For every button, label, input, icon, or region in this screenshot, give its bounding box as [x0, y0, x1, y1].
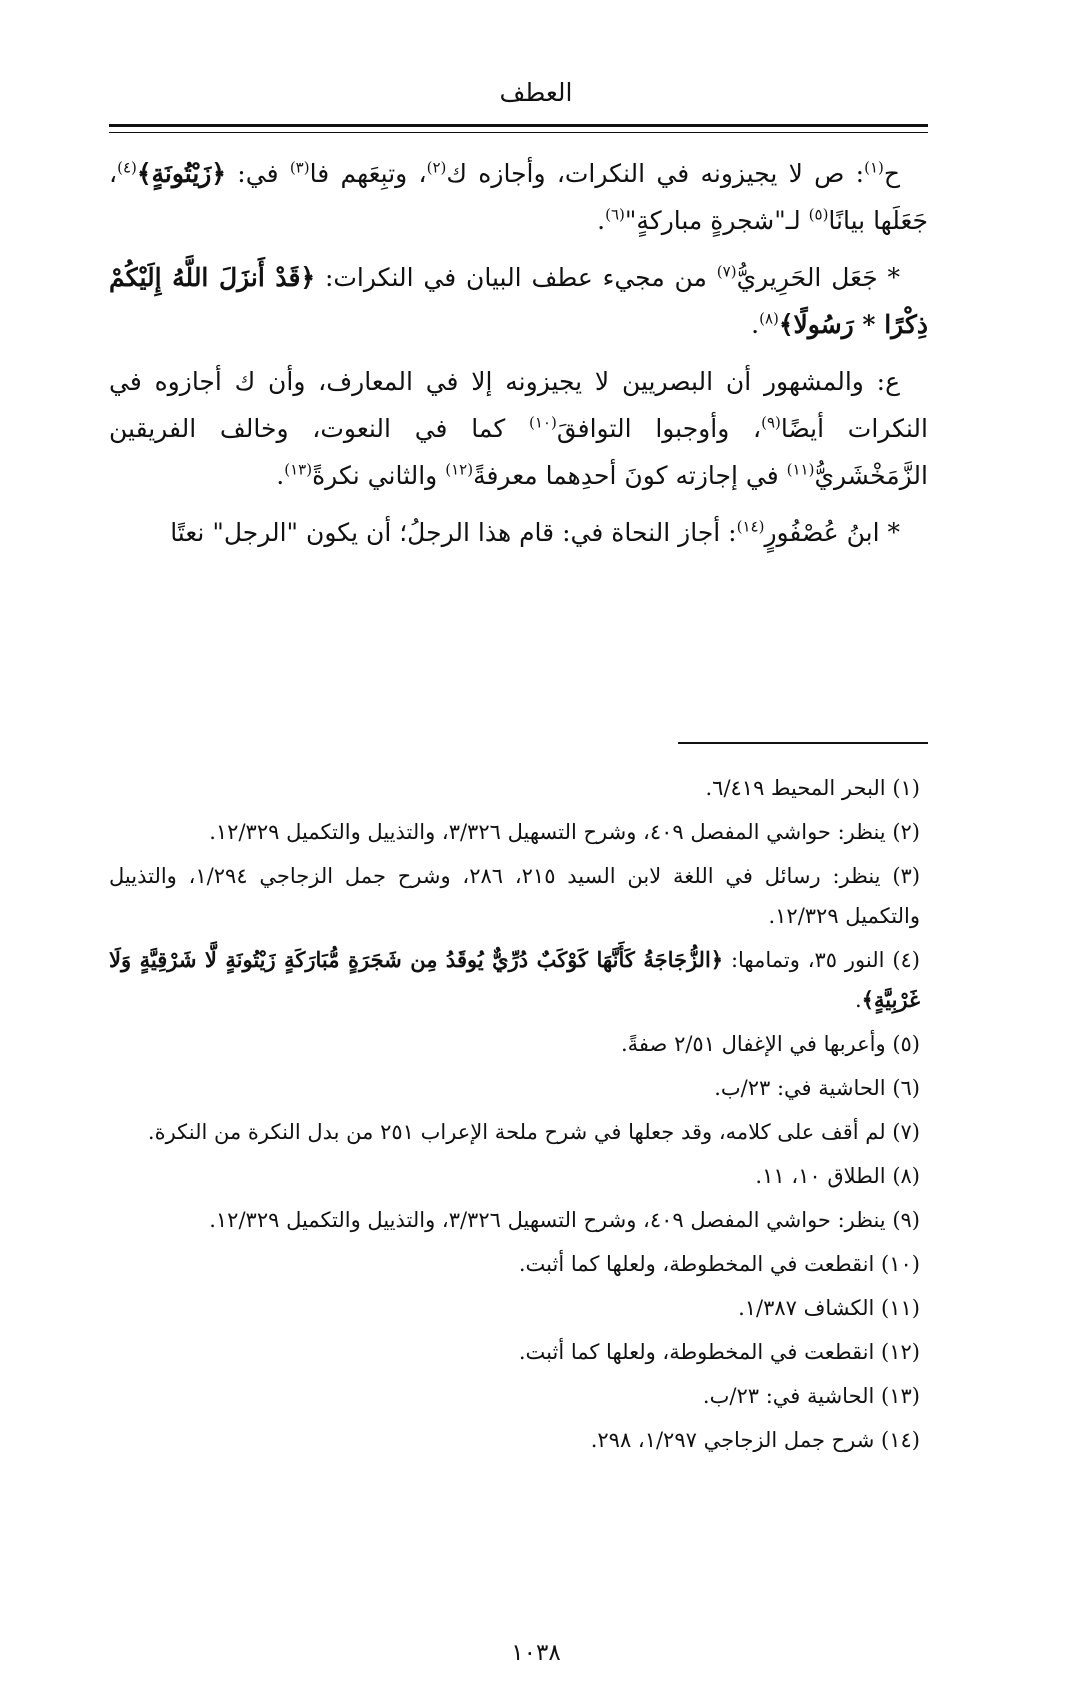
footnote-1: (١) البحر المحيط ٦/٤١٩. [705, 776, 920, 800]
footnote-6: (٦) الحاشية في: ٢٣/ب. [714, 1076, 920, 1100]
header-rule-thin [109, 132, 928, 133]
text-run: : أجاز النحاة في: قام هذا الرجلُ؛ أن يكون "الرجل" نعتًا [170, 518, 737, 547]
footnote-11: (١١) الكشاف ١/٣٨٧. [738, 1296, 920, 1320]
footnote-ref[interactable]: (١٠) [528, 413, 557, 432]
text-run: . [854, 988, 862, 1012]
footnote-ref[interactable]: (٤) [117, 158, 137, 177]
text-run: من مجيء عطف البيان في النكرات: [315, 263, 717, 292]
text-run: ، وأوجبوا التوافقَ [556, 414, 762, 443]
text-run: . [597, 206, 606, 235]
footnote-ref[interactable]: (١) [864, 158, 884, 177]
text-run: في إجازته كونَ أحدِهما معرفةً [473, 461, 787, 490]
footnote-2: (٢) ينظر: حواشي المفصل ٤٠٩، وشرح التسهيل ٣/٣٢٦، والتذييل والتكميل ١٢/٣٢٩. [209, 820, 920, 844]
footnote-ref[interactable]: (١١) [786, 460, 815, 479]
footnote-ref[interactable]: (١٢) [445, 460, 474, 479]
text-run: ح [883, 159, 901, 188]
footnote-3: (٣) ينظر: رسائل في اللغة لابن السيد ٢١٥، ٢٨٦، وشرح جمل الزجاجي ١/٢٩٤، والتذييل والتكميل ١٢/٣٢٩. [109, 864, 921, 928]
text-run: والثاني نكرةً [312, 461, 446, 490]
footnotes [109, 768, 928, 1464]
text-run: ، جَعَلَها بيانًا [109, 159, 928, 235]
footnote-ref[interactable]: (٣) [289, 158, 310, 177]
paragraph-2 [109, 254, 928, 348]
quran-quote: ﴿زَيْتُونَةٍ﴾ [136, 159, 227, 188]
footnote-separator [678, 742, 928, 744]
footnote-8: (٨) الطلاق ١٠، ١١. [755, 1164, 920, 1188]
footnote-14: (١٤) شرح جمل الزجاجي ١/٢٩٧، ٢٩٨. [590, 1428, 920, 1452]
main-text [109, 150, 928, 566]
paragraph-4 [109, 509, 928, 556]
text-run: في: [226, 159, 290, 188]
footnote-9: (٩) ينظر: حواشي المفصل ٤٠٩، وشرح التسهيل ٣/٣٢٦، والتذييل والتكميل ١٢/٣٢٩. [209, 1208, 920, 1232]
footnote-7: (٧) لم أقف على كلامه، وقد جعلها في شرح ملحة الإعراب ٢٥١ من بدل النكرة من النكرة. [147, 1120, 920, 1144]
page-number: ١٠٣٨ [511, 1640, 561, 1666]
text-run: ، وتبِعَهم فا [309, 159, 427, 188]
text-run: كما في النعوت، وخالف الفريقين الزَّمَخْشَريُّ [109, 414, 928, 490]
paragraph-1 [109, 150, 928, 244]
text-run: . [751, 310, 760, 339]
text-run: . [276, 461, 285, 490]
text-run: * ابنُ عُصْفُورٍ [764, 518, 900, 547]
footnote-ref[interactable]: (٩) [761, 413, 781, 432]
footnote-ref[interactable]: (٧) [716, 262, 737, 281]
footnote-13: (١٣) الحاشية في: ٢٣/ب. [702, 1384, 920, 1408]
text-run: ع: والمشهور أن البصريين لا يجيزونه إلا في المعارف، وأن ك أجازوه في النكرات أيضًا [109, 367, 928, 443]
quran-quote: ﴿الزُّجَاجَةُ كَأَنَّهَا كَوْكَبٌ دُرِّيٌّ يُوقَدُ مِن شَجَرَةٍ مُّبَارَكَةٍ زَيْتُونَةٍ لَّا شَرْقِيَّةٍ وَلَا غَرْبِيَّةٍ﴾ [109, 947, 920, 1012]
quran-quote: ﴿قَدْ أَنزَلَ اللَّهُ إِلَيْكُمْ ذِكْرًا * رَسُولًا﴾ [109, 263, 928, 339]
footnote-ref[interactable]: (٦) [605, 205, 625, 224]
footnote-ref[interactable]: (٥) [808, 205, 829, 224]
footnote-ref[interactable]: (٢) [426, 158, 447, 177]
footnote-ref[interactable]: (٨) [759, 309, 779, 328]
footnote-10: (١٠) انقطعت في المخطوطة، ولعلها كما أثبت. [518, 1252, 920, 1276]
footnote-4 [109, 940, 928, 1020]
text-run: لـ"شجرةٍ مباركةٍ" [624, 206, 809, 235]
text-run: * جَعَل الحَرِيريُّ [736, 263, 900, 292]
running-header: العطف [499, 78, 573, 107]
paragraph-3 [109, 358, 928, 499]
text-run: (٤) النور ٣٥، وتمامها: [723, 948, 920, 972]
footnote-12: (١٢) انقطعت في المخطوطة، ولعلها كما أثبت. [518, 1340, 920, 1364]
header-rule-thick [109, 124, 928, 127]
footnote-5: (٥) وأعربها في الإغفال ٢/٥١ صفةً. [620, 1032, 920, 1056]
footnote-ref[interactable]: (١٤) [736, 517, 765, 536]
footnote-ref[interactable]: (١٣) [284, 460, 313, 479]
text-run: : ص لا يجيزونه في النكرات، وأجازه ك [446, 159, 865, 188]
